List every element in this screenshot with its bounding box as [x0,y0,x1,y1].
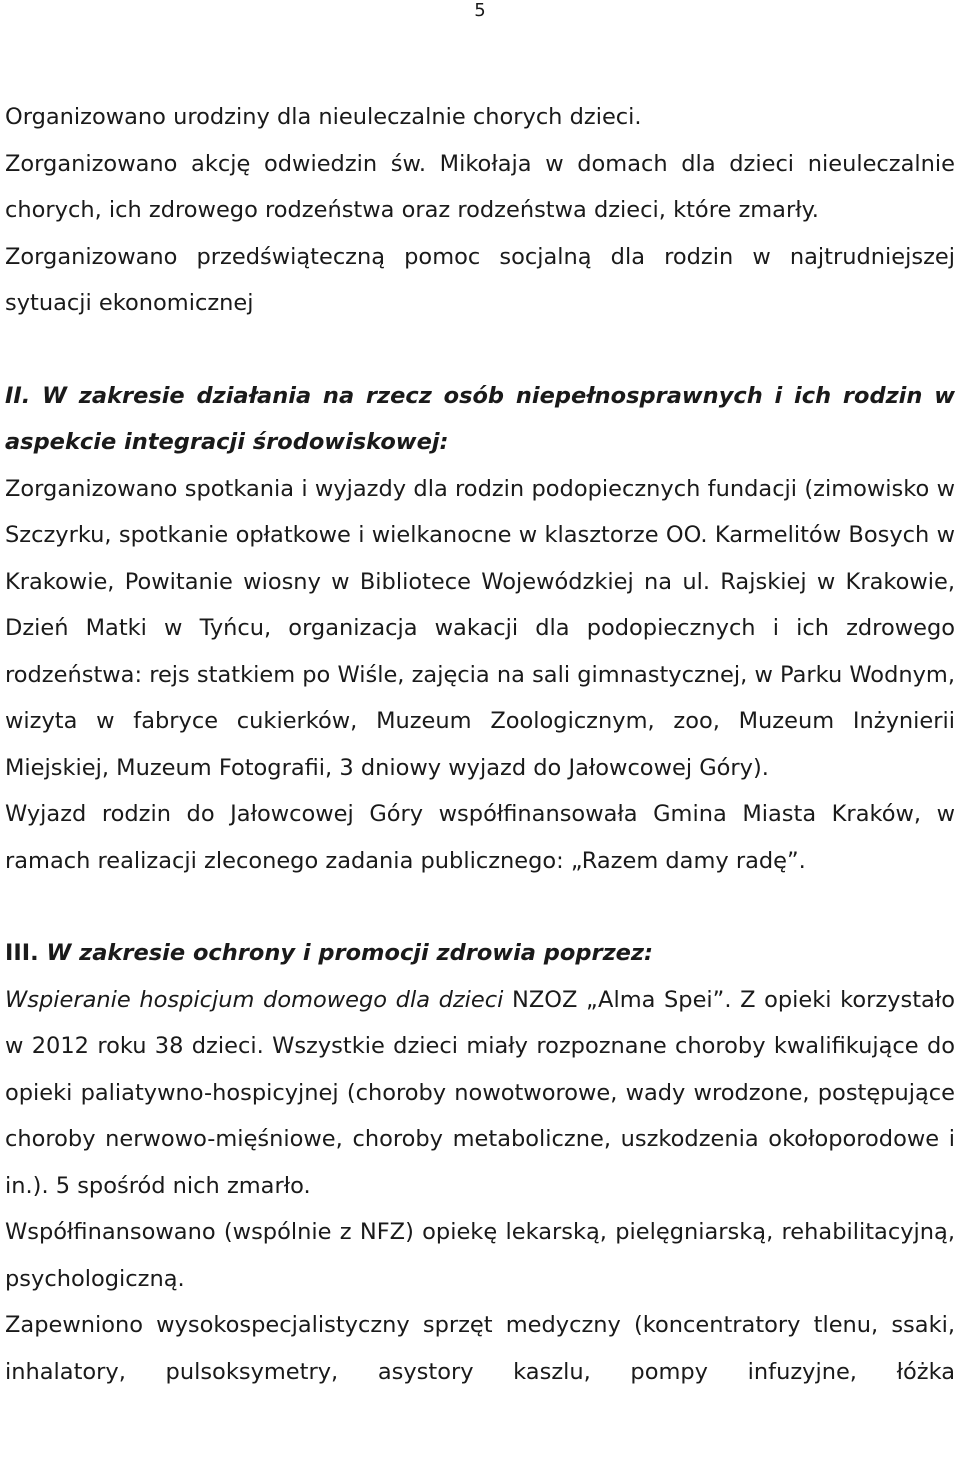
spacer [5,327,955,373]
paragraph-st-nicholas: Zorganizowano akcję odwiedzin św. Mikołaja w domach dla dzieci nieuleczalnie chorych, ich zdrowego rodzeństwa oraz rodzeństwa dzieci, które zmarły. [5,150,955,223]
paragraph-equipment: Zapewniono wysokospecjalistyczny sprzęt medyczny (koncentratory tlenu, ssaki, inhalatory, pulsoksymetry, asystory kaszlu, pompy infuzyjne, łóżka [5,1312,955,1385]
section-number: II. [5,382,31,409]
paragraph-birthdays: Organizowano urodziny dla nieuleczalnie chorych dzieci. [5,104,642,130]
document-body [5,94,955,1395]
section-heading-ii [5,373,955,466]
hospice-italic: Wspieranie hospicjum domowego dla dzieci [5,986,504,1013]
paragraph-christmas-aid: Zorganizowano przedświąteczną pomoc socjalną dla rodzin w najtrudniejszej sytuacji ekonomicznej [5,243,955,316]
hospice-rest: NZOZ „Alma Spei”. Z opieki korzystało w 2012 roku 38 dzieci. Wszystkie dzieci miały rozpoznane choroby kwalifikujące do opieki paliatywno-hospicyjnej (choroby nowotworowe, wady wrodzone, postępujące choroby nerwowo-mięśniowe, choroby metaboliczne, uszkodzenia okołoporodowe i in.). 5 spośród nich zmarło. [5,986,955,1199]
paragraph-funding: Wyjazd rodzin do Jałowcowej Góry współfinansowała Gmina Miasta Kraków, w ramach realizacji zleconego zadania publicznego: „Razem damy radę”. [5,801,955,874]
spacer [5,884,955,930]
section-heading-iii [5,930,955,977]
paragraph-hospice [5,977,955,1210]
paragraph-cofinancing: Współfinansowano (wspólnie z NFZ) opiekę lekarską, pielęgniarską, rehabilitacyjną, psychologiczną. [5,1219,955,1292]
section-title: W zakresie ochrony i promocji zdrowia poprzez: [38,940,654,966]
paragraph-trips: Zorganizowano spotkania i wyjazdy dla rodzin podopiecznych fundacji (zimowisko w Szczyrku, spotkanie opłatkowe i wielkanocne w klasztorze OO. Karmelitów Bosych w Krakowie, Powitanie wiosny w Bibliotece Wojewódzkiej na ul. Rajskiej w Krakowie, Dzień Matki w Tyńcu, organizacja wakacji dla podopiecznych i ich zdrowego rodzeństwa: rejs statkiem po Wiśle, zajęcia na sali gimnastycznej, w Parku Wodnym, wizyta w fabryce cukierków, Muzeum Zoologicznym, zoo, Muzeum Inżynierii Miejskiej, Muzeum Fotografii, 3 dniowy wyjazd do Jałowcowej Góry). [5,475,955,781]
section-number: III. [5,940,39,966]
section-title: W zakresie działania na rzecz osób niepełnosprawnych i ich rodzin w aspekcie integracji środowiskowej: [5,382,955,455]
page-number: 5 [474,0,486,21]
